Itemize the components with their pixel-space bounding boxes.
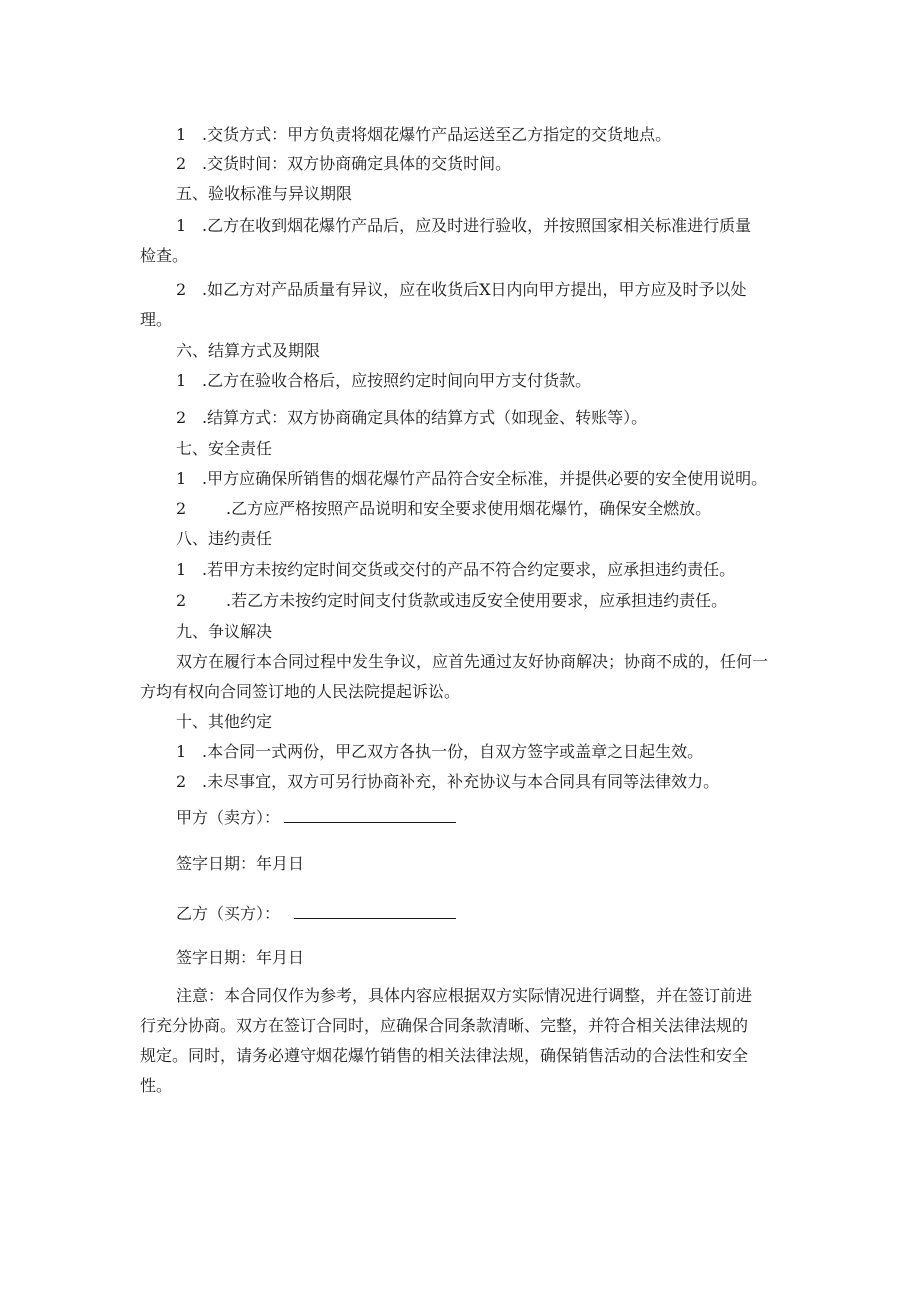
party-b-signature-line[interactable] bbox=[294, 902, 456, 919]
item-number: 1 bbox=[176, 371, 187, 390]
item-number: 1 bbox=[176, 742, 187, 761]
section6-item-2 bbox=[176, 407, 647, 429]
section8-item-1 bbox=[176, 559, 735, 581]
section10-item-1 bbox=[176, 741, 703, 763]
item-number: 2 bbox=[176, 154, 187, 173]
item-number: 2 bbox=[176, 591, 187, 610]
item-text: .乙方应严格按照产品说明和安全要求使用烟花爆竹，确保安全燃放。 bbox=[226, 499, 712, 518]
party-b-label: 乙方（买方）： bbox=[176, 904, 281, 923]
party-a-signature-line[interactable] bbox=[284, 806, 456, 823]
item-number: 1 bbox=[176, 560, 187, 579]
section5-item-2-cont: 理。 bbox=[140, 310, 173, 329]
party-b-sign-date: 签字日期：年月日 bbox=[176, 948, 305, 967]
section-heading-6: 六、结算方式及期限 bbox=[176, 341, 321, 360]
party-a-label: 甲方（卖方）： bbox=[176, 808, 281, 827]
section6-item-1 bbox=[176, 370, 591, 392]
item-text: .乙方在验收合格后，应按照约定时间向甲方支付货款。 bbox=[202, 371, 592, 390]
section-heading-9: 九、争议解决 bbox=[176, 622, 273, 641]
section9-paragraph-line-2: 方均有权向合同签订地的人民法院提起诉讼。 bbox=[140, 682, 461, 701]
note-line-3: 规定。同时，请务必遵守烟花爆竹销售的相关法律法规，确保销售活动的合法性和安全 bbox=[140, 1046, 749, 1065]
item-text: .若甲方未按约定时间交货或交付的产品不符合约定要求，应承担违约责任。 bbox=[202, 560, 736, 579]
item-text: .未尽事宜，双方可另行协商补充，补充协议与本合同具有同等法律效力。 bbox=[202, 772, 720, 791]
delivery-item-1 bbox=[176, 124, 671, 146]
section9-paragraph-line-1: 双方在履行本合同过程中发生争议，应首先通过友好协商解决；协商不成的，任何一 bbox=[176, 652, 769, 671]
section5-item-2 bbox=[176, 279, 746, 301]
section5-item-1 bbox=[176, 215, 751, 237]
item-number: 2 bbox=[176, 772, 187, 791]
item-text: .交货时间：双方协商确定具体的交货时间。 bbox=[202, 154, 512, 173]
note-line-4: 性。 bbox=[140, 1076, 173, 1095]
party-a-signature bbox=[176, 806, 456, 829]
section10-item-2 bbox=[176, 771, 719, 793]
item-text: .若乙方未按约定时间支付货款或违反安全使用要求，应承担违约责任。 bbox=[226, 591, 728, 610]
item-number: 2 bbox=[176, 408, 187, 427]
item-number: 1 bbox=[176, 125, 187, 144]
delivery-item-2 bbox=[176, 153, 511, 175]
section7-item-2 bbox=[176, 498, 711, 520]
party-b-signature bbox=[176, 902, 456, 925]
item-number: 2 bbox=[176, 499, 187, 518]
party-a-sign-date: 签字日期：年月日 bbox=[176, 854, 305, 873]
item-text: .如乙方对产品质量有异议，应在收货后X日内向甲方提出，甲方应及时予以处 bbox=[202, 280, 747, 299]
item-number: 1 bbox=[176, 216, 187, 235]
section-heading-10: 十、其他约定 bbox=[176, 712, 273, 731]
note-line-1: 注意：本合同仅作为参考，具体内容应根据双方实际情况进行调整，并在签订前进 bbox=[176, 986, 753, 1005]
item-text: .甲方应确保所销售的烟花爆竹产品符合安全标准，并提供必要的安全使用说明。 bbox=[202, 469, 768, 488]
section-heading-8: 八、违约责任 bbox=[176, 529, 273, 548]
section5-item-1-cont: 检查。 bbox=[140, 246, 189, 265]
note-line-2: 行充分协商。双方在签订合同时，应确保合同条款清晰、完整，并符合相关法律法规的 bbox=[140, 1016, 749, 1035]
item-text: .交货方式：甲方负责将烟花爆竹产品运送至乙方指定的交货地点。 bbox=[202, 125, 672, 144]
section8-item-2 bbox=[176, 590, 727, 612]
item-text: .本合同一式两份，甲乙双方各执一份，自双方签字或盖章之日起生效。 bbox=[202, 742, 704, 761]
item-number: 2 bbox=[176, 280, 187, 299]
item-text: .乙方在收到烟花爆竹产品后，应及时进行验收，并按照国家相关标准进行质量 bbox=[202, 216, 752, 235]
section7-item-1 bbox=[176, 468, 767, 490]
item-number: 1 bbox=[176, 469, 187, 488]
section-heading-5: 五、验收标准与异议期限 bbox=[176, 184, 353, 203]
section-heading-7: 七、安全责任 bbox=[176, 439, 273, 458]
item-text: .结算方式：双方协商确定具体的结算方式（如现金、转账等）。 bbox=[202, 408, 648, 427]
